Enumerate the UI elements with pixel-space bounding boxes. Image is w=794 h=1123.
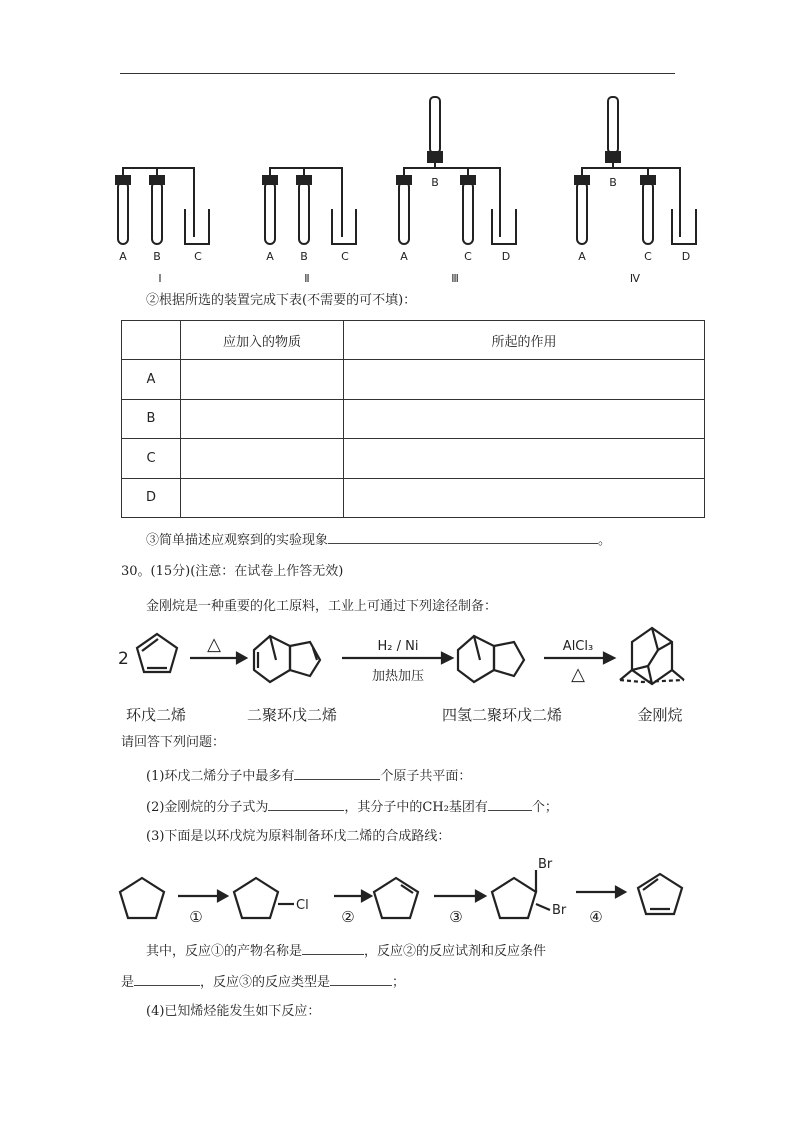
- q29-part3-blank[interactable]: [328, 530, 598, 544]
- table-row: [122, 399, 705, 438]
- setup4-label-b: B: [609, 176, 617, 189]
- h2-ni-reagent: H₂ / Ni: [377, 639, 419, 654]
- step-3-label: ③: [449, 908, 463, 926]
- setup3-numeral: Ⅲ: [451, 272, 459, 285]
- h2-ni-condition: 加热加压: [371, 669, 425, 684]
- heat-symbol-1: △: [207, 634, 221, 655]
- table-row: [122, 439, 705, 478]
- row-label-c: C: [122, 439, 181, 478]
- reaction-arrow-3-head: [604, 653, 614, 663]
- table-header-substance: 应加入的物质: [181, 321, 344, 360]
- tetrahydrodicyclopentadiene-structure: [458, 636, 524, 682]
- step-2-label: ②: [341, 908, 355, 926]
- chloro-label: Cl: [296, 898, 309, 913]
- q30-heading: 30。(15分)(注意：在试卷上作答无效): [121, 564, 344, 579]
- q29-part3-line: [146, 530, 611, 550]
- adamantane-structure: [620, 628, 684, 684]
- setup1-label-a: A: [119, 250, 127, 263]
- adamantane-synthesis-scheme: [112, 620, 712, 730]
- step-4-label: ④: [589, 908, 603, 926]
- q30-p1-prefix: (1)环戊二烯分子中最多有: [146, 769, 295, 784]
- setup4-label-d: D: [681, 250, 691, 263]
- table-row: [122, 478, 705, 517]
- setup2-label-b: B: [300, 250, 308, 263]
- answer-cell-d-role[interactable]: [344, 478, 705, 517]
- q30-p3b-suffix: ；: [392, 975, 406, 990]
- q30-prompt: 请回答下列问题：: [121, 735, 226, 750]
- answer-cell-d-substance[interactable]: [181, 478, 344, 517]
- q30-p3a-suffix: ，反应②的反应试剂和反应条件: [364, 944, 547, 959]
- reaction-arrow-1-head: [237, 653, 246, 663]
- q30-p1-line: [146, 766, 471, 786]
- q30-p2-blank-formula[interactable]: [268, 797, 344, 811]
- setup4-label-c: C: [644, 250, 652, 263]
- answer-cell-a-role[interactable]: [344, 360, 705, 399]
- q30-p3a-prefix: 其中，反应①的产物名称是: [146, 944, 303, 959]
- q30-p3b-blank-reagent[interactable]: [134, 972, 200, 986]
- q30-p3b-blank-type[interactable]: [330, 972, 392, 986]
- q30-p2-suffix: 个；: [531, 800, 558, 815]
- q30-intro: 金刚烷是一种重要的化工原料，工业上可通过下列途径制备：: [146, 599, 498, 614]
- setup1-label-c: C: [194, 250, 202, 263]
- cyclopentane-structure: [120, 878, 164, 918]
- setup3-label-c: C: [464, 250, 472, 263]
- q30-p3b-line: [121, 972, 405, 992]
- q30-p3: (3)下面是以环戊烷为原料制备环戊二烯的合成路线：: [146, 829, 451, 844]
- q29-part3-suffix: 。: [598, 533, 612, 548]
- answer-cell-b-role[interactable]: [344, 399, 705, 438]
- setup2-numeral: Ⅱ: [304, 272, 310, 285]
- name-tetrahydrodicyclopentadiene: 四氢二聚环戊二烯: [441, 706, 563, 724]
- setup4-label-a: A: [578, 250, 586, 263]
- row-label-d: D: [122, 478, 181, 517]
- cyclopentene-structure: [374, 878, 418, 918]
- row-label-b: B: [122, 399, 181, 438]
- setup1-label-b: B: [153, 250, 161, 263]
- answer-table: [121, 320, 705, 518]
- table-header-row: [122, 321, 705, 360]
- alcl3-reagent: AlCl₃: [562, 639, 594, 654]
- setup3-label-b: B: [431, 176, 439, 189]
- setup4-numeral: Ⅳ: [629, 272, 641, 285]
- q30-p1-blank[interactable]: [294, 766, 380, 780]
- q29-part2-instruction: ②根据所选的装置完成下表(不需要的可不填)：: [146, 293, 417, 308]
- heat-symbol-2: △: [571, 664, 585, 685]
- chlorocyclopentane-structure: [234, 878, 278, 918]
- name-cyclopentadiene: 环戊二烯: [125, 706, 187, 724]
- q29-part3-prefix: ③简单描述应观察到的实验现象: [146, 533, 329, 548]
- table-header-blank: [122, 321, 181, 360]
- cyclopentadiene-product-structure: [638, 874, 682, 914]
- setup3-label-d: D: [501, 250, 511, 263]
- q30-p3a-blank[interactable]: [302, 941, 364, 955]
- name-dicyclopentadiene: 二聚环戊二烯: [246, 706, 338, 724]
- answer-cell-a-substance[interactable]: [181, 360, 344, 399]
- q30-p4: (4)已知烯烃能发生如下反应：: [146, 1004, 321, 1019]
- cyclopentadiene-structure: [137, 634, 177, 672]
- q30-p1-suffix: 个原子共平面：: [380, 769, 472, 784]
- q30-p2-mid: ，其分子中的CH₂基团有: [344, 800, 488, 815]
- q30-p2-blank-count[interactable]: [488, 797, 532, 811]
- setup-1: [116, 168, 209, 244]
- q30-p3b-mid: ，反应③的反应类型是: [200, 975, 331, 990]
- q30-p3b-prefix: 是: [121, 975, 135, 990]
- top-rule: [120, 73, 675, 74]
- bromo-label-2: Br: [552, 903, 567, 918]
- setup3-label-a: A: [400, 250, 408, 263]
- setup-4: [575, 97, 696, 244]
- answer-cell-c-role[interactable]: [344, 439, 705, 478]
- apparatus-figure: [110, 92, 710, 292]
- setup2-label-c: C: [341, 250, 349, 263]
- q30-p3a-line: [146, 941, 546, 961]
- coefficient-2: 2: [118, 649, 129, 669]
- q30-p2-prefix: (2)金刚烷的分子式为: [146, 800, 269, 815]
- answer-cell-c-substance[interactable]: [181, 439, 344, 478]
- dicyclopentadiene-structure: [254, 636, 320, 682]
- q30-p2-line: [146, 797, 558, 817]
- table-header-role: 所起的作用: [344, 321, 705, 360]
- step-1-label: ①: [189, 908, 203, 926]
- setup1-numeral: Ⅰ: [158, 272, 162, 285]
- setup2-label-a: A: [266, 250, 274, 263]
- name-adamantane: 金刚烷: [637, 706, 683, 724]
- row-label-a: A: [122, 360, 181, 399]
- dibromocyclopentane-structure: [492, 878, 536, 918]
- setup-3: [397, 97, 516, 244]
- cyclopentadiene-route-scheme: [112, 852, 712, 932]
- reaction-arrow-2-head: [442, 653, 452, 663]
- answer-cell-b-substance[interactable]: [181, 399, 344, 438]
- table-row: [122, 360, 705, 399]
- setup-2: [263, 168, 356, 244]
- bromo-label-1: Br: [538, 857, 553, 872]
